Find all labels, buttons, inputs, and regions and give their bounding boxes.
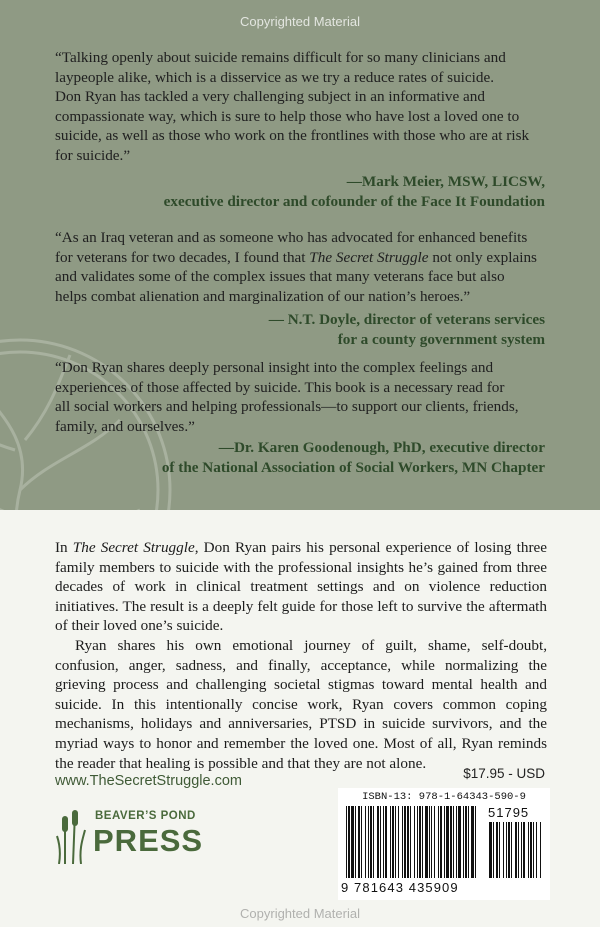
publisher-logo [55, 808, 235, 868]
copyright-watermark-top: Copyrighted Material [240, 14, 360, 29]
publisher-name-line2: PRESS [93, 823, 204, 858]
description-paragraph-2: Ryan shares his own emotional journey of guilt, shame, self-doubt, confusion, anger, sadness, and finally, acceptance, while normalizing the grieving process and challenging societal stigmas toward mental health and suicide. In this intentionally concise work, Ryan covers common coping mechanisms, holidays and anniversaries, PTSD in suicide survivors, and the myriad ways to honor and remember the loved one. Most of all, Ryan reminds the reader that healing is possible and that they are not alone. [55, 636, 547, 772]
review-quote-3: “Don Ryan shares deeply personal insight into the complex feelings and experiences of those affected by suicide. This book is a necessary read for all social workers and helping professionals—to support our clients, friends, family, and ourselves.” [55, 359, 519, 435]
cattail-icon [55, 808, 89, 864]
review-quote-1: “Talking openly about suicide remains difficult for so many clinicians and laypeople alike, which is a disservice as we try a reduce rates of suicide. Don Ryan has tackled a very challenging subject in an informative and compassionate way, which is sure to help those who have lost a loved one to suicide, as well as those who work on the frontlines with those who are at risk for suicide.” [55, 49, 530, 164]
review-attribution-1: —Mark Meier, MSW, LICSW, executive director and cofounder of the Face It Foundation [163, 173, 545, 210]
book-title: The Secret Struggle [72, 539, 195, 556]
barcode [338, 788, 550, 900]
book-description [55, 538, 547, 773]
price-label: $17.95 - USD [463, 766, 545, 781]
copyright-watermark-bottom: Copyrighted Material [240, 906, 360, 921]
review-attribution-2: — N.T. Doyle, director of veterans services for a county government system [268, 311, 545, 348]
isbn-label: ISBN-13: 978-1-64343-590-9 [362, 791, 526, 803]
quote-book-title: The Secret Struggle [309, 248, 429, 266]
publisher-name-line1: BEAVER’S POND [95, 810, 196, 822]
website-link[interactable]: www.TheSecretStruggle.com [55, 773, 242, 789]
description-paragraph-1: In The Secret Struggle, Don Ryan pairs his personal experience of losing three family members to suicide with the professional insights he’s gained from three decades of work in clinical treatment settings and on violence reduction initiatives. The result is a deeply felt guide for those left to survive the aftermath of their loved one’s suicide. [55, 539, 547, 635]
review-quote-2: “As an Iraq veteran and as someone who has advocated for enhanced benefits for veterans for two decades, I found that The Secret Struggle not only explains and validates some of the complex issues that many veterans face but also helps combat alienation and marginalization of our nation’s heroes.” [55, 229, 537, 305]
barcode-digits: 9 781643 435909 [341, 880, 459, 895]
review-attribution-3: —Dr. Karen Goodenough, PhD, executive director of the National Association of Social Workers, MN Chapter [161, 439, 545, 476]
barcode-addon-digits: 51795 [488, 805, 530, 820]
